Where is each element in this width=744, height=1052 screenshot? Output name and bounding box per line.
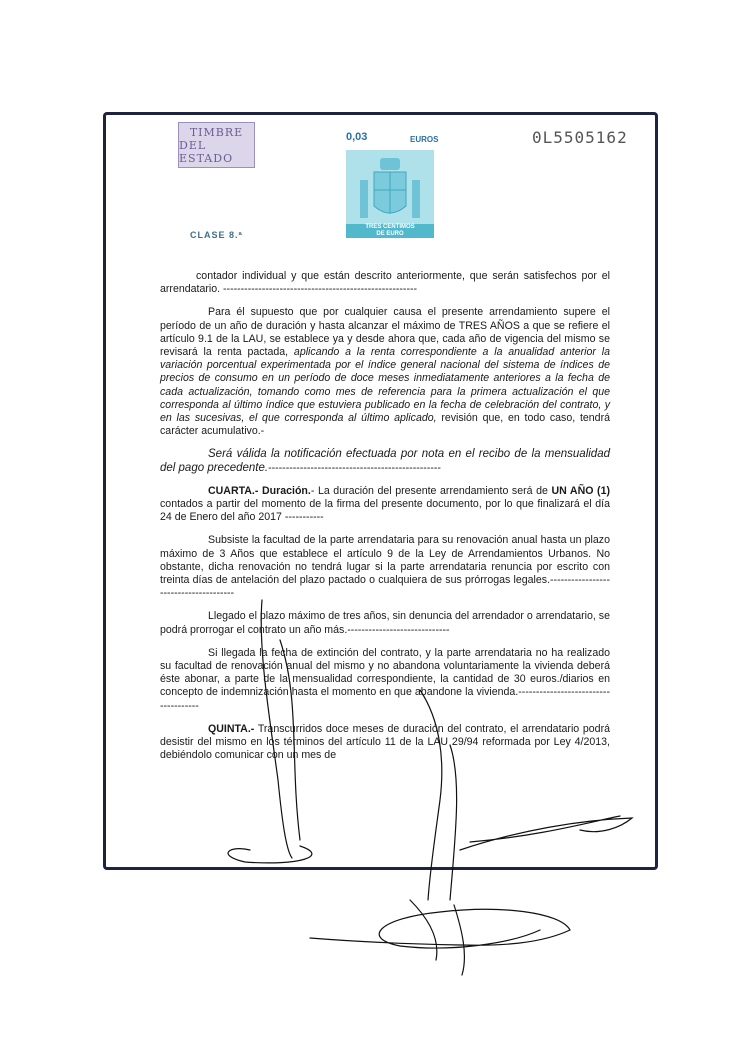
clase-label: CLASE 8.ª — [190, 230, 243, 240]
stamp-value: 0,03 — [346, 131, 368, 143]
paragraph-indemnizacion-text: Si llegada la fecha de extinción del contrato, y la parte arrendataria no ha realizado su facultad de renovación anual del mismo y no abandona voluntariamente la vivienda deberá éste abonar, a parte de la mensualidad correspondiente, la cantidad de 30 euros./diarios en concepto de indemnización hasta el momento en que abandone la vivienda.------------------------------------- — [160, 646, 610, 712]
timbre-line-1: TIMBRE — [189, 125, 244, 139]
paragraph-notificacion-text: Será válida la notificación efectuada por nota en el recibo de la mensualidad del pago precedente. — [160, 448, 610, 474]
cuarta-duration-bold: UN AÑO (1) — [551, 484, 610, 497]
paragraph-revision-text-a: Para él supuesto que por cualquier causa el presente arrendamiento supere el período de un año de duración y hasta alcanzar el máximo de TRES AÑOS a que se refiere el artículo 9.1 de la LAU, se establece ya y desde ahora que, cada año de vigencia del mismo se revisará la renta pactada, — [160, 306, 610, 359]
cuarta-text-a: - La duración del presente arrendamiento será de — [310, 484, 552, 497]
signature-bottom-loops — [310, 900, 570, 975]
coat-label-line-2: DE EURO — [376, 231, 404, 237]
timbre-line-2: DEL ESTADO — [179, 138, 234, 165]
paragraph-indemnizacion — [160, 647, 610, 713]
contract-body — [160, 270, 610, 773]
paragraph-contador-text: contador individual y que están descrito anteriormente, que serán satisfechos por el arrendatario. ------------------------------------------------------- — [160, 270, 610, 296]
paragraph-renovacion-text: Subsiste la facultad de la parte arrendataria para su renovación anual hasta un plazo máximo de 3 Años que establece el artículo 9 de la Ley de Arrendamientos Urbanos. No obstante, dicha renovación no tendrá lugar si la parte arrendataria renuncia por escrito con treinta días de antelación del plazo pactado o cualquiera de sus prórrogas legales.-------------------------------------- — [160, 534, 610, 600]
coat-label-line-1: TRES CENTIMOS — [365, 224, 415, 230]
coat-of-arms-icon — [346, 150, 434, 235]
paragraph-notificacion — [160, 448, 610, 474]
quinta-text: Transcurridos doce meses de duración del contrato, el arrendatario podrá desistir del mismo en los términos del artículo 11 de la LAU 29/94 reformada por Ley 4/2013, debiéndolo comunicar con un mes de — [160, 722, 610, 762]
paragraph-renovacion — [160, 534, 610, 600]
paragraph-quinta — [160, 723, 610, 763]
cuarta-title: CUARTA.- Duración. — [208, 484, 311, 497]
cuarta-text-b: contados a partir del momento de la firma del presente documento, por lo que finalizará el día 24 de Enero del año 2017 ----------- — [160, 498, 610, 524]
paragraph-revision-text-c: revisión que, en todo caso, tendrá carácter acumulativo.- — [160, 412, 610, 438]
paragraph-prorroga-text: Llegado el plazo máximo de tres años, sin denuncia del arrendador o arrendatario, se podrá prorrogar el contrato un año más.----------------------------- — [160, 610, 610, 636]
paragraph-notificacion-dashes: ------------------------------------------------- — [268, 461, 441, 474]
paragraph-revision-italic: aplicando a la renta correspondiente a la anualidad anterior la variación porcentual experimentada por el índice general nacional del sistema de índices de precios de consumo en un período de doce meses inmediatamente anteriores a la fecha de cada actualización, tomando como mes de referencia para la primera actualización el que corresponda al último índice que estuviera publicado en la fecha de celebración del contrato, y en las sucesivas, el que corresponda al último aplicado, — [160, 346, 610, 425]
quinta-title: QUINTA.- — [208, 722, 255, 735]
stamp-serial-number: 0L5505162 — [532, 128, 628, 147]
paragraph-prorroga — [160, 610, 610, 636]
timbre-del-estado-stamp — [178, 122, 255, 168]
stamp-currency: EUROS — [410, 135, 439, 144]
paragraph-contador — [160, 270, 610, 296]
paragraph-revision-renta — [160, 306, 610, 438]
paragraph-cuarta-duracion — [160, 485, 610, 525]
coat-of-arms-label — [346, 224, 434, 238]
